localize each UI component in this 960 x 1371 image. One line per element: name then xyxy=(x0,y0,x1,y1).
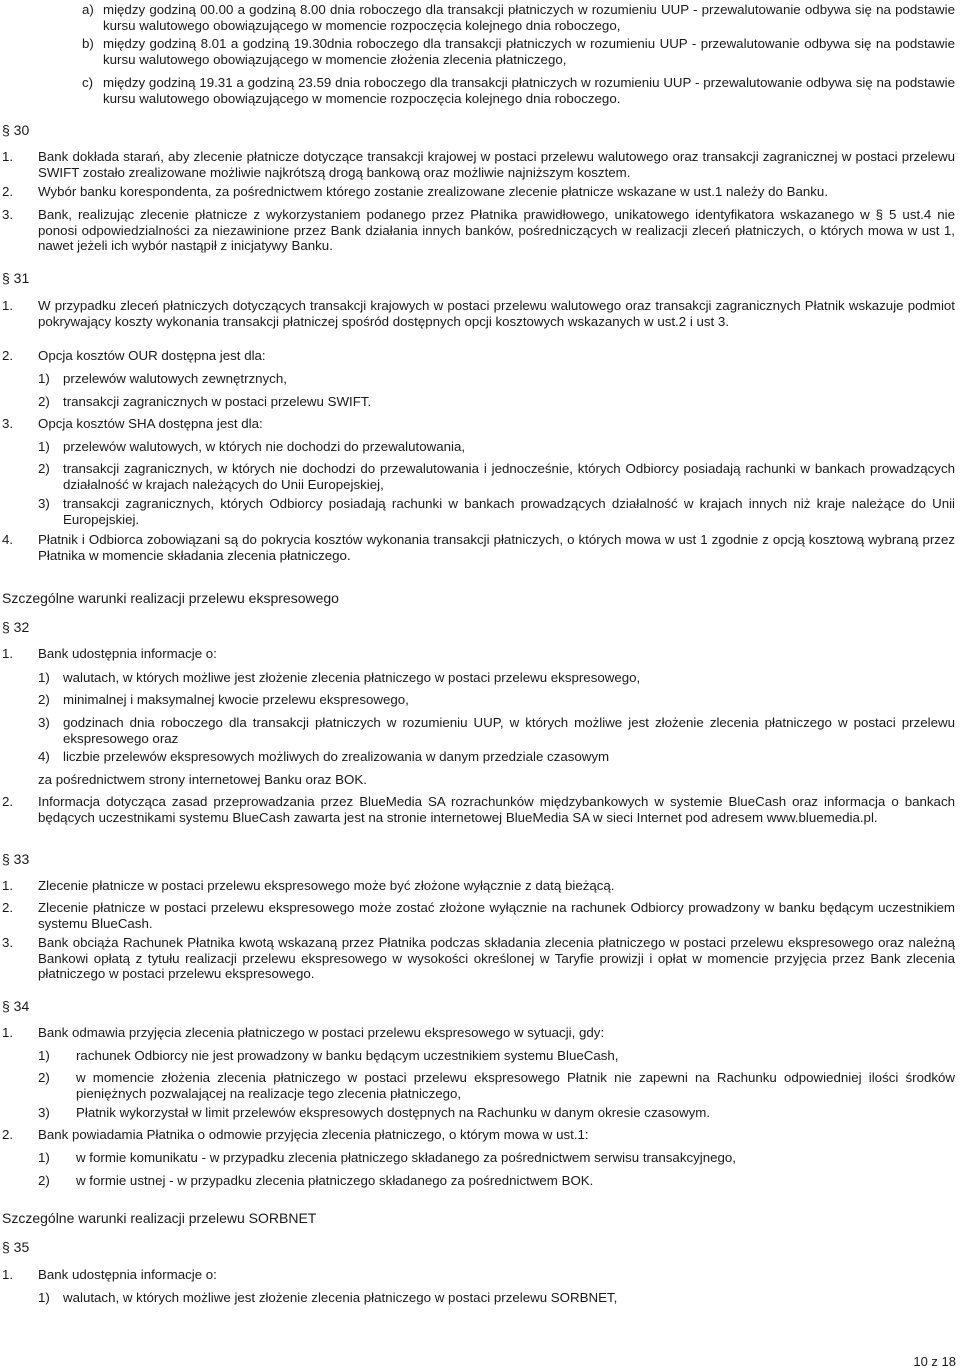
paragraph: Wybór banku korespondenta, za pośrednictwem którego zostanie zrealizowane zlecenie płatnicze wskazane w ust.1 należy do Banku. xyxy=(38,184,829,199)
sub-item: rachunek Odbiorcy nie jest prowadzony w banku będącym uczestnikiem systemu BlueCash, xyxy=(76,1048,619,1063)
section-title: § 35 xyxy=(2,1239,30,1255)
sub-item: przelewów walutowych, w których nie dochodzi do przewalutowania, xyxy=(63,439,466,454)
para-number: 3. xyxy=(2,935,14,950)
paragraph: Bank powiadamia Płatnika o odmowie przyjęcia zlecenia płatniczego, o którym mowa w ust.1: xyxy=(38,1127,589,1142)
section-title: § 30 xyxy=(2,122,30,138)
sub-item: w momencie złożenia zlecenia płatniczego w postaci przelewu ekspresowego Płatnik nie zapewni na Rachunku odpowiedniej ilości środków pieniężnych pozwalającej na realizacje tego zlecenia płatniczego, xyxy=(76,1070,955,1101)
list-marker: a) xyxy=(82,2,94,17)
sub-item: godzinach dnia roboczego dla transakcji płatniczych w rozumieniu UUP, w których możliwe jest złożenie zlecenia płatniczego w postaci przelewu ekspresowego oraz xyxy=(63,715,955,746)
sub-number: 1) xyxy=(38,1150,50,1165)
paragraph: Opcja kosztów SHA dostępna jest dla: xyxy=(38,416,263,431)
paragraph: Bank dokłada starań, aby zlecenie płatnicze dotyczące transakcji krajowej w postaci przelewu walutowego oraz transakcji zagranicznej w postaci przelewu SWIFT zostało zrealizowane możliwie najkrótszą drogą bankową oraz możliwie najniższym kosztem. xyxy=(38,149,955,180)
section-title: § 34 xyxy=(2,998,30,1014)
para-number: 4. xyxy=(2,532,14,547)
paragraph: Bank udostępnia informacje o: xyxy=(38,1267,217,1282)
para-number: 3. xyxy=(2,207,14,222)
paragraph: Opcja kosztów OUR dostępna jest dla: xyxy=(38,348,266,363)
paragraph: Bank odmawia przyjęcia zlecenia płatniczego w postaci przelewu ekspresowego w sytuacji, gdy: xyxy=(38,1025,605,1040)
sub-item: minimalnej i maksymalnej kwocie przelewu ekspresowego, xyxy=(63,692,409,707)
paragraph: Bank obciąża Rachunek Płatnika kwotą wskazaną przez Płatnika podczas składania zlecenia płatniczego w postaci przelewu ekspresowego oraz należną Bankowi opłatą z tytułu realizacji przelewu ekspresowego w wysokości określonej w Taryfie prowizji i opłat w momencie przyjęcia przez Bank zlecenia płatniczego w postaci przelewu ekspresowego. xyxy=(38,935,955,981)
sub-number: 1) xyxy=(38,1048,50,1063)
sub-item: w formie komunikatu - w przypadku zlecenia płatniczego składanego za pośrednictwem serwisu transakcyjnego, xyxy=(76,1150,736,1165)
sub-item: walutach, w których możliwe jest złożenie zlecenia płatniczego w postaci przelewu ekspresowego, xyxy=(63,670,641,685)
sub-item: w formie ustnej - w przypadku zlecenia płatniczego składanego za pośrednictwem BOK. xyxy=(76,1173,594,1188)
sub-item: transakcji zagranicznych w postaci przelewu SWIFT. xyxy=(63,394,372,409)
paragraph: Bank, realizując zlecenie płatnicze z wykorzystaniem podanego przez Płatnika prawidłowego, unikatowego identyfikatora wskazanego w § 5 ust.4 nie ponosi odpowiedzialności za niezawinione przez Bank działania innych banków, pośredniczących w realizacji zleceń płatniczych, o których mowa w ust 1, nawet jeżeli ich wybór nastąpił z inicjatywy Banku. xyxy=(38,207,955,253)
para-number: 2. xyxy=(2,184,14,199)
paragraph: W przypadku zleceń płatniczych dotyczących transakcji krajowych w postaci przelewu walutowego oraz transakcji zagranicznych Płatnik wskazuje podmiot pokrywający koszty wykonania transakcji płatniczej spośród dostępnych opcji kosztowych wskazanych w ust.2 i ust 3. xyxy=(38,298,955,329)
para-number: 1. xyxy=(2,646,14,661)
section-title: § 33 xyxy=(2,851,30,867)
sub-number: 1) xyxy=(38,1290,50,1305)
paragraph: Zlecenie płatnicze w postaci przelewu ekspresowego może zostać złożone wyłącznie na rachunek Odbiorcy prowadzony w banku będącym uczestnikiem systemu BlueCash. xyxy=(38,900,955,931)
sub-number: 1) xyxy=(38,439,50,454)
paragraph: Informacja dotycząca zasad przeprowadzania przez BlueMedia SA rozrachunków międzybankowych w systemie BlueCash oraz informacja o bankach będących uczestnikami systemu BlueCash zawarta jest na stronie internetowej BlueMedia SA w sieci Internet pod adresem www.bluemedia.pl. xyxy=(38,794,955,825)
paragraph: Zlecenie płatnicze w postaci przelewu ekspresowego może być złożone wyłącznie z datą bieżącą. xyxy=(38,878,615,893)
sub-item: liczbie przelewów ekspresowych możliwych do zrealizowania w danym przedziale czasowym xyxy=(63,749,610,764)
para-number: 1. xyxy=(2,1025,14,1040)
section-title: § 32 xyxy=(2,619,30,635)
list-item-a: między godziną 00.00 a godziną 8.00 dnia roboczego dla transakcji płatniczych w rozumieniu UUP - przewalutowanie odbywa się na podstawie kursu walutowego obowiązującego w momencie rozpoczęcia kolejnego dnia roboczego, xyxy=(103,2,955,33)
para-number: 1. xyxy=(2,878,14,893)
sub-item: przelewów walutowych zewnętrznych, xyxy=(63,371,287,386)
sub-item: Płatnik wykorzystał w limit przelewów ekspresowych dostępnych na Rachunku w danym okresie czasowym. xyxy=(76,1105,711,1120)
sub-number: 2) xyxy=(38,1070,50,1085)
sub-number: 2) xyxy=(38,461,50,476)
paragraph: Płatnik i Odbiorca zobowiązani są do pokrycia kosztów wykonania transakcji płatniczych, o których mowa w ust 1 zgodnie z opcją kosztową wybraną przez Płatnika w momencie składania zlecenia płatniczego. xyxy=(38,532,955,563)
paragraph: Bank udostępnia informacje o: xyxy=(38,646,217,661)
sub-number: 3) xyxy=(38,1105,50,1120)
para-number: 1. xyxy=(2,298,14,313)
section-heading: Szczególne warunki realizacji przelewu ekspresowego xyxy=(2,590,339,606)
para-number: 2. xyxy=(2,900,14,915)
section-heading: Szczególne warunki realizacji przelewu SORBNET xyxy=(2,1210,317,1226)
para-number: 3. xyxy=(2,416,14,431)
sub-number: 2) xyxy=(38,692,50,707)
sub-item: walutach, w których możliwe jest złożenie zlecenia płatniczego w postaci przelewu SORBNET, xyxy=(63,1290,618,1305)
para-number: 1. xyxy=(2,149,14,164)
sub-item: transakcji zagranicznych, których Odbiorcy posiadają rachunki w bankach prowadzących działalność w krajach innych niż kraje należące do Unii Europejskiej. xyxy=(63,496,955,527)
section-title: § 31 xyxy=(2,270,30,286)
list-item-b: między godziną 8.01 a godziną 19.30dnia roboczego dla transakcji płatniczych w rozumieniu UUP - przewalutowanie odbywa się na podstawie kursu walutowego obowiązującego w momencie złożenia zlecenia płatniczego, xyxy=(103,36,955,67)
list-marker: c) xyxy=(82,75,94,90)
sub-number: 2) xyxy=(38,394,50,409)
sub-number: 1) xyxy=(38,371,50,386)
para-number: 2. xyxy=(2,794,14,809)
para-number: 2. xyxy=(2,348,14,363)
sub-number: 1) xyxy=(38,670,50,685)
sub-number: 3) xyxy=(38,496,50,511)
sub-item: transakcji zagranicznych, w których nie dochodzi do przewalutowania i jednocześnie, których Odbiorcy posiadają rachunki w bankach prowadzących działalność w krajach należących do Unii Europejskiej, xyxy=(63,461,955,492)
list-marker: b) xyxy=(82,36,94,51)
page-number: 10 z 18 xyxy=(913,1353,956,1369)
sub-number: 4) xyxy=(38,749,50,764)
para-number: 2. xyxy=(2,1127,14,1142)
sub-number: 2) xyxy=(38,1173,50,1188)
list-item-c: między godziną 19.31 a godziną 23.59 dnia roboczego dla transakcji płatniczych w rozumieniu UUP - przewalutowanie odbywa się na podstawie kursu walutowego obowiązującego w momencie rozpoczęcia kolejnego dnia roboczego. xyxy=(103,75,955,106)
para-number: 1. xyxy=(2,1267,14,1282)
paragraph-tail: za pośrednictwem strony internetowej Banku oraz BOK. xyxy=(38,772,367,787)
sub-number: 3) xyxy=(38,715,50,730)
